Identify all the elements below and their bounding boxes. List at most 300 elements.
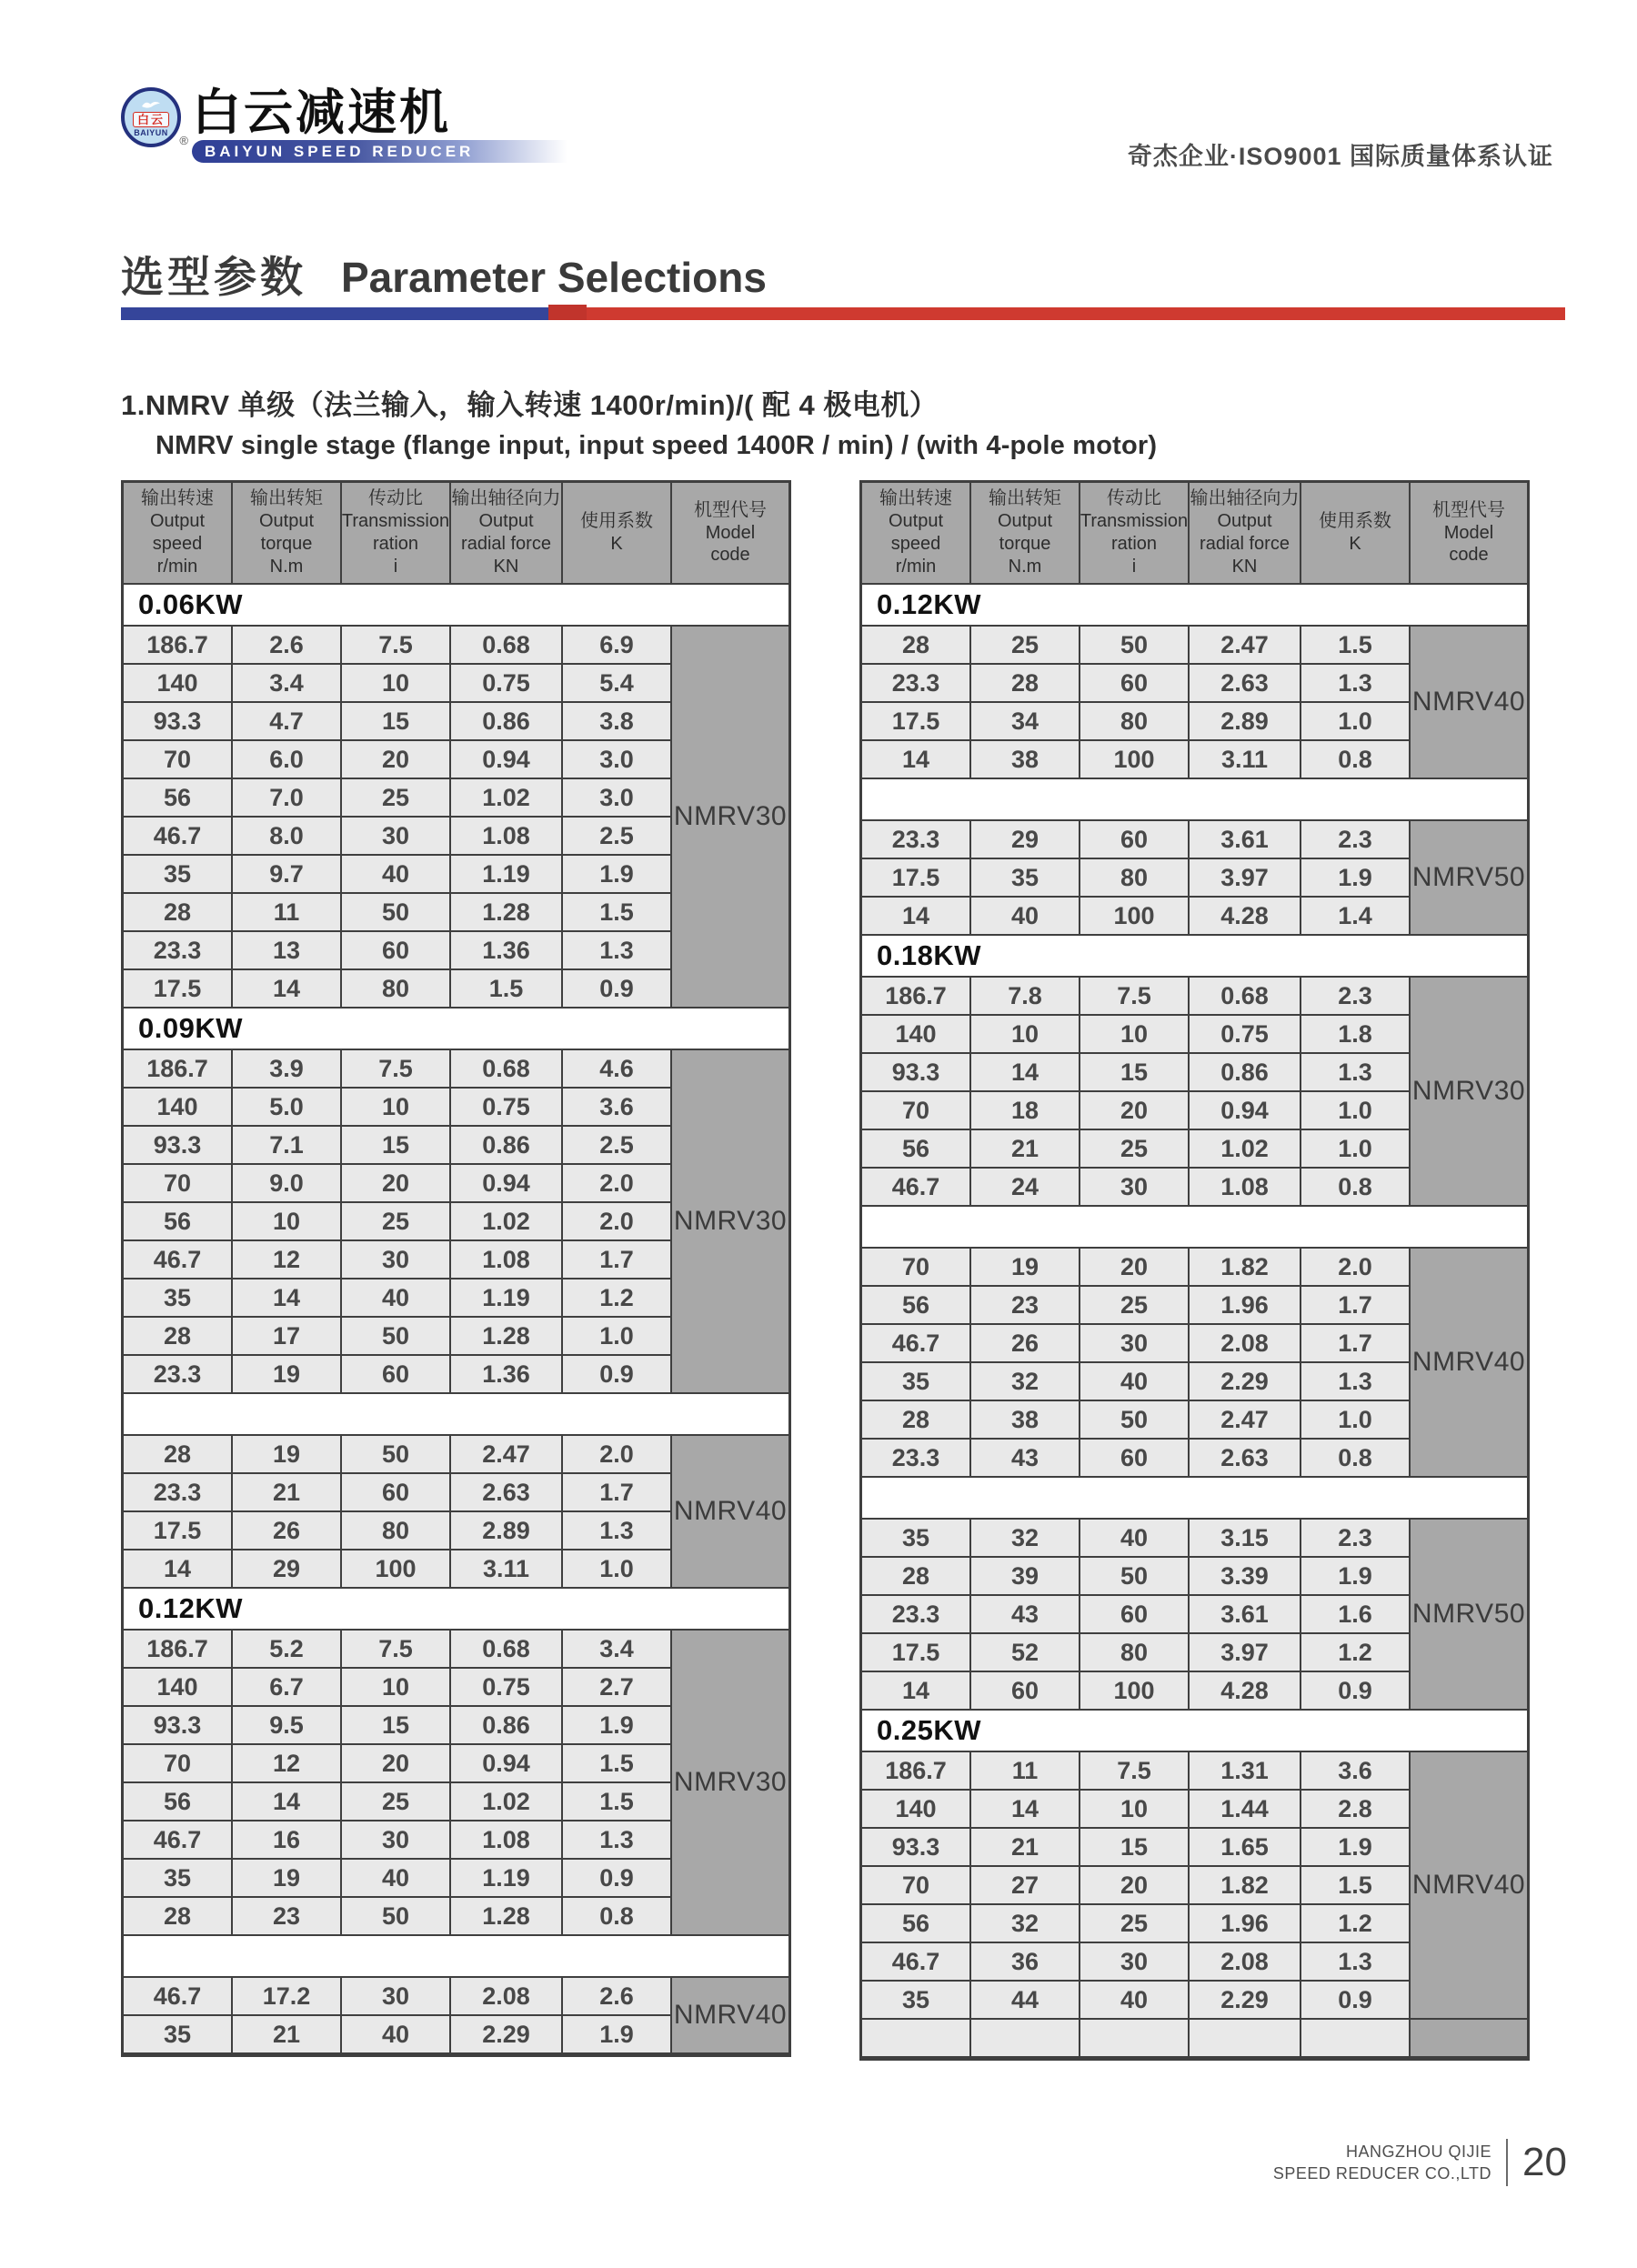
data-cell: 1.08 — [451, 1241, 563, 1280]
data-cell: 14 — [862, 741, 971, 779]
footer-divider — [1506, 2139, 1508, 2186]
model-code-cell — [1411, 2020, 1527, 2058]
data-cell: 93.3 — [862, 1054, 971, 1092]
data-cell: 2.5 — [563, 818, 672, 856]
model-code-cell: NMRV40 — [1411, 1249, 1527, 1478]
data-cell: 1.28 — [451, 1898, 563, 1936]
data-cell: 3.97 — [1190, 859, 1301, 898]
data-cell: 3.39 — [1190, 1558, 1301, 1596]
data-cell: 2.3 — [1301, 821, 1411, 859]
data-cell: 30 — [1080, 1169, 1190, 1207]
data-cell: 70 — [862, 1092, 971, 1130]
certification-text: 奇杰企业·ISO9001 国际质量体系认证 — [1127, 143, 1553, 170]
data-cell: 28 — [971, 665, 1080, 703]
data-cell: 23.3 — [862, 821, 971, 859]
data-cell: 0.94 — [451, 1165, 563, 1203]
data-cell: 15 — [1080, 1829, 1190, 1867]
data-cell: 28 — [862, 1401, 971, 1440]
data-cell: 0.75 — [451, 1669, 563, 1707]
logo-badge-zh: 白云 — [133, 112, 169, 127]
data-cell: 2.63 — [451, 1474, 563, 1512]
data-cell: 3.4 — [563, 1631, 672, 1669]
data-cell: 29 — [971, 821, 1080, 859]
data-cell — [1301, 2020, 1411, 2058]
title-underline-red — [548, 307, 1565, 320]
data-cell: 19 — [233, 1860, 342, 1898]
data-cell: 5.4 — [563, 665, 672, 703]
data-cell: 46.7 — [124, 818, 233, 856]
table-header-row — [862, 483, 1527, 585]
data-cell: 6.0 — [233, 741, 342, 779]
data-cell: 44 — [971, 1982, 1080, 2020]
data-cell: 50 — [1080, 627, 1190, 665]
data-cell: 1.9 — [1301, 859, 1411, 898]
data-cell: 0.8 — [563, 1898, 672, 1936]
data-cell: 25 — [342, 1783, 451, 1821]
data-cell: 2.89 — [451, 1512, 563, 1550]
data-cell: 1.2 — [563, 1280, 672, 1318]
data-cell: 0.8 — [1301, 1169, 1411, 1207]
data-cell: 3.6 — [1301, 1752, 1411, 1791]
power-band: 0.12KW — [124, 1589, 788, 1631]
data-cell: 14 — [971, 1054, 1080, 1092]
data-cell: 1.82 — [1190, 1249, 1301, 1287]
data-cell: 1.0 — [1301, 703, 1411, 741]
data-cell: 1.3 — [1301, 1054, 1411, 1092]
data-cell: 28 — [124, 894, 233, 932]
data-block — [862, 1249, 1527, 1478]
data-cell: 100 — [1080, 898, 1190, 936]
column-header: 使用系数 K — [563, 483, 672, 585]
column-header: 输出转矩 Output torque N.m — [971, 483, 1080, 585]
data-cell — [971, 2020, 1080, 2058]
data-cell: 1.7 — [1301, 1325, 1411, 1363]
data-cell: 40 — [342, 856, 451, 894]
data-block — [862, 1752, 1527, 2020]
model-code-cell: NMRV40 — [1411, 1752, 1527, 2020]
data-cell: 14 — [233, 1280, 342, 1318]
logo-name-zh: 白云减速机 — [192, 85, 451, 140]
section-heading-zh: 1.NMRV 单级（法兰输入，输入转速 1400r/min)/( 配 4 极电机） — [121, 389, 939, 421]
data-cell: 3.9 — [233, 1050, 342, 1089]
data-cell: 7.5 — [342, 1631, 451, 1669]
data-cell: 1.19 — [451, 1860, 563, 1898]
footer-company — [1273, 2141, 1491, 2185]
data-cell: 1.02 — [451, 1203, 563, 1241]
data-cell: 3.0 — [563, 779, 672, 818]
data-cell: 0.86 — [451, 703, 563, 741]
data-cell: 0.94 — [451, 1745, 563, 1783]
data-cell: 2.89 — [1190, 703, 1301, 741]
data-cell — [862, 2020, 971, 2058]
data-cell: 60 — [1080, 1440, 1190, 1478]
data-cell: 1.8 — [1301, 1016, 1411, 1054]
data-cell: 21 — [233, 1474, 342, 1512]
model-code-cell: NMRV40 — [1411, 627, 1527, 779]
data-cell: 52 — [971, 1634, 1080, 1672]
data-block — [124, 1436, 788, 1589]
data-cell: 21 — [971, 1130, 1080, 1169]
data-cell: 30 — [342, 1241, 451, 1280]
column-header: 输出轴径向力 Output radial force KN — [451, 483, 563, 585]
data-cell: 1.6 — [1301, 1596, 1411, 1634]
data-cell: 10 — [1080, 1016, 1190, 1054]
data-cell: 12 — [233, 1241, 342, 1280]
data-cell: 46.7 — [124, 1978, 233, 2016]
parameter-table-left — [121, 480, 791, 2057]
data-cell: 70 — [862, 1249, 971, 1287]
data-cell: 60 — [1080, 1596, 1190, 1634]
data-cell: 43 — [971, 1440, 1080, 1478]
data-cell: 46.7 — [862, 1325, 971, 1363]
data-cell: 9.7 — [233, 856, 342, 894]
data-cell: 30 — [342, 1821, 451, 1860]
data-cell: 1.5 — [563, 1783, 672, 1821]
data-cell: 0.68 — [451, 1050, 563, 1089]
column-header: 机型代号 Model code — [672, 483, 788, 585]
column-header: 输出转矩 Output torque N.m — [233, 483, 342, 585]
data-cell: 2.29 — [451, 2016, 563, 2054]
data-cell: 20 — [342, 1745, 451, 1783]
power-band: 0.09KW — [124, 1009, 788, 1050]
data-cell: 23.3 — [124, 932, 233, 970]
data-cell: 93.3 — [862, 1829, 971, 1867]
power-band: 0.12KW — [862, 585, 1527, 627]
data-cell: 14 — [862, 1672, 971, 1711]
data-cell: 1.3 — [563, 1512, 672, 1550]
data-cell: 3.11 — [451, 1550, 563, 1589]
model-code-cell: NMRV30 — [672, 1631, 788, 1936]
data-cell: 50 — [342, 894, 451, 932]
data-cell: 1.44 — [1190, 1791, 1301, 1829]
data-cell: 80 — [1080, 703, 1190, 741]
data-cell: 1.96 — [1190, 1287, 1301, 1325]
data-cell: 25 — [1080, 1905, 1190, 1943]
data-cell: 1.0 — [1301, 1130, 1411, 1169]
data-cell: 2.8 — [1301, 1791, 1411, 1829]
data-cell: 11 — [971, 1752, 1080, 1791]
data-cell: 17.5 — [862, 703, 971, 741]
data-cell: 186.7 — [862, 978, 971, 1016]
data-cell: 40 — [1080, 1982, 1190, 2020]
data-cell: 1.02 — [451, 1783, 563, 1821]
page-title-zh: 选型参数 — [121, 253, 306, 301]
data-cell: 23.3 — [862, 1440, 971, 1478]
data-cell: 60 — [342, 1356, 451, 1394]
column-header: 传动比 Transmission ration i — [1080, 483, 1190, 585]
data-cell: 80 — [1080, 1634, 1190, 1672]
data-cell: 2.0 — [563, 1165, 672, 1203]
data-block — [124, 1978, 788, 2054]
data-cell: 40 — [342, 1860, 451, 1898]
data-cell: 14 — [862, 898, 971, 936]
data-cell: 17 — [233, 1318, 342, 1356]
data-block — [124, 1631, 788, 1936]
data-cell: 20 — [1080, 1867, 1190, 1905]
data-cell: 2.47 — [1190, 627, 1301, 665]
data-cell: 26 — [971, 1325, 1080, 1363]
data-cell: 50 — [342, 1436, 451, 1474]
power-band: 0.18KW — [862, 936, 1527, 978]
page-title-en: Parameter Selections — [341, 254, 767, 301]
data-cell: 14 — [124, 1550, 233, 1589]
data-cell: 1.08 — [1190, 1169, 1301, 1207]
data-cell: 24 — [971, 1169, 1080, 1207]
column-header: 传动比 Transmission ration i — [342, 483, 451, 585]
data-cell: 35 — [124, 1860, 233, 1898]
data-cell: 3.15 — [1190, 1520, 1301, 1558]
data-cell: 0.86 — [1190, 1054, 1301, 1092]
data-cell: 140 — [862, 1016, 971, 1054]
data-cell: 30 — [342, 1978, 451, 2016]
data-cell: 0.94 — [451, 741, 563, 779]
data-cell: 1.9 — [1301, 1558, 1411, 1596]
data-cell: 40 — [342, 2016, 451, 2054]
data-cell: 35 — [124, 856, 233, 894]
data-cell: 43 — [971, 1596, 1080, 1634]
data-cell: 4.28 — [1190, 1672, 1301, 1711]
data-cell: 19 — [971, 1249, 1080, 1287]
data-cell: 7.8 — [971, 978, 1080, 1016]
data-cell: 32 — [971, 1905, 1080, 1943]
page-title — [121, 244, 767, 305]
model-code-cell: NMRV30 — [672, 627, 788, 1009]
data-cell: 50 — [1080, 1558, 1190, 1596]
data-cell: 1.9 — [563, 1707, 672, 1745]
title-underline-bar — [121, 307, 1565, 320]
data-cell — [1190, 2020, 1301, 2058]
data-cell: 17.2 — [233, 1978, 342, 2016]
data-cell: 23 — [233, 1898, 342, 1936]
data-cell: 20 — [342, 741, 451, 779]
data-cell: 1.02 — [1190, 1130, 1301, 1169]
data-cell: 0.9 — [563, 1356, 672, 1394]
data-cell: 80 — [342, 1512, 451, 1550]
section-heading — [121, 382, 1157, 461]
data-cell: 70 — [124, 1165, 233, 1203]
data-cell: 1.5 — [563, 894, 672, 932]
parameter-table-right — [859, 480, 1530, 2061]
page-number: 20 — [1522, 2140, 1567, 2184]
data-cell — [1080, 2020, 1190, 2058]
title-underline-blue — [121, 307, 548, 320]
data-cell: 15 — [342, 1707, 451, 1745]
data-cell: 23.3 — [862, 1596, 971, 1634]
data-cell: 14 — [971, 1791, 1080, 1829]
data-cell: 186.7 — [124, 627, 233, 665]
data-cell: 7.5 — [1080, 1752, 1190, 1791]
data-cell: 140 — [124, 665, 233, 703]
data-cell: 35 — [971, 859, 1080, 898]
data-cell: 1.36 — [451, 1356, 563, 1394]
data-cell: 93.3 — [124, 1707, 233, 1745]
data-cell: 2.0 — [1301, 1249, 1411, 1287]
data-cell: 60 — [1080, 821, 1190, 859]
data-cell: 25 — [971, 627, 1080, 665]
data-cell: 0.75 — [1190, 1016, 1301, 1054]
data-cell: 50 — [342, 1318, 451, 1356]
data-cell: 186.7 — [124, 1631, 233, 1669]
data-cell: 0.86 — [451, 1127, 563, 1165]
data-cell: 2.0 — [563, 1436, 672, 1474]
data-cell: 1.3 — [563, 932, 672, 970]
data-cell: 17.5 — [124, 970, 233, 1009]
data-cell: 40 — [1080, 1520, 1190, 1558]
data-cell: 17.5 — [862, 1634, 971, 1672]
data-cell: 46.7 — [862, 1169, 971, 1207]
data-cell: 9.0 — [233, 1165, 342, 1203]
data-cell: 0.68 — [451, 627, 563, 665]
data-cell: 10 — [233, 1203, 342, 1241]
model-code-cell: NMRV30 — [1411, 978, 1527, 1207]
data-cell: 11 — [233, 894, 342, 932]
data-cell: 50 — [1080, 1401, 1190, 1440]
title-underline-red-notch — [548, 305, 587, 320]
data-cell: 46.7 — [124, 1241, 233, 1280]
data-cell: 26 — [233, 1512, 342, 1550]
data-block — [124, 627, 788, 1009]
data-cell: 1.31 — [1190, 1752, 1301, 1791]
data-cell: 36 — [971, 1943, 1080, 1982]
data-cell: 1.02 — [451, 779, 563, 818]
data-cell: 56 — [124, 1783, 233, 1821]
data-cell: 35 — [862, 1520, 971, 1558]
data-cell: 29 — [233, 1550, 342, 1589]
data-cell: 3.8 — [563, 703, 672, 741]
data-cell: 30 — [1080, 1325, 1190, 1363]
data-cell: 28 — [124, 1436, 233, 1474]
data-cell: 28 — [124, 1898, 233, 1936]
data-cell: 56 — [124, 1203, 233, 1241]
data-cell: 70 — [124, 1745, 233, 1783]
data-cell: 13 — [233, 932, 342, 970]
data-cell: 2.08 — [451, 1978, 563, 2016]
data-cell: 100 — [1080, 741, 1190, 779]
data-cell: 25 — [342, 779, 451, 818]
data-cell: 17.5 — [124, 1512, 233, 1550]
logo-badge-en: BAIYUN — [134, 128, 168, 137]
data-cell: 32 — [971, 1363, 1080, 1401]
data-block — [862, 1520, 1527, 1711]
data-cell: 70 — [124, 741, 233, 779]
data-cell: 10 — [1080, 1791, 1190, 1829]
data-cell: 20 — [342, 1165, 451, 1203]
data-cell: 7.5 — [342, 1050, 451, 1089]
data-cell: 0.86 — [451, 1707, 563, 1745]
data-cell: 0.8 — [1301, 1440, 1411, 1478]
data-cell: 10 — [342, 1089, 451, 1127]
data-cell: 3.0 — [563, 741, 672, 779]
power-band: 0.06KW — [124, 585, 788, 627]
power-band: 0.25KW — [862, 1711, 1527, 1752]
data-cell: 4.6 — [563, 1050, 672, 1089]
data-cell: 1.0 — [563, 1550, 672, 1589]
data-cell: 0.9 — [563, 1860, 672, 1898]
data-cell: 1.9 — [1301, 1829, 1411, 1867]
column-header: 输出轴径向力 Output radial force KN — [1190, 483, 1301, 585]
data-cell: 1.2 — [1301, 1634, 1411, 1672]
footer-company-line2: SPEED REDUCER CO.,LTD — [1272, 2164, 1492, 2183]
data-cell: 16 — [233, 1821, 342, 1860]
data-cell: 20 — [1080, 1092, 1190, 1130]
data-cell: 5.0 — [233, 1089, 342, 1127]
data-cell: 14 — [233, 1783, 342, 1821]
spacer-row — [862, 779, 1527, 821]
data-cell: 8.0 — [233, 818, 342, 856]
data-cell: 38 — [971, 741, 1080, 779]
model-code-cell: NMRV50 — [1411, 821, 1527, 936]
data-cell: 7.5 — [1080, 978, 1190, 1016]
data-cell: 28 — [862, 1558, 971, 1596]
data-cell: 46.7 — [862, 1943, 971, 1982]
data-cell: 1.9 — [563, 2016, 672, 2054]
data-cell: 10 — [342, 1669, 451, 1707]
data-cell: 10 — [342, 665, 451, 703]
data-cell: 35 — [862, 1363, 971, 1401]
data-cell: 21 — [971, 1829, 1080, 1867]
data-cell: 1.5 — [451, 970, 563, 1009]
data-cell: 93.3 — [124, 703, 233, 741]
data-cell: 1.5 — [1301, 1867, 1411, 1905]
data-cell: 1.5 — [1301, 627, 1411, 665]
data-cell: 93.3 — [124, 1127, 233, 1165]
data-block — [124, 1050, 788, 1394]
data-cell: 28 — [862, 627, 971, 665]
data-cell: 25 — [1080, 1130, 1190, 1169]
data-cell: 1.08 — [451, 818, 563, 856]
data-cell: 60 — [971, 1672, 1080, 1711]
model-code-cell: NMRV50 — [1411, 1520, 1527, 1711]
data-cell: 2.6 — [563, 1978, 672, 2016]
data-cell: 10 — [971, 1016, 1080, 1054]
data-cell: 2.29 — [1190, 1363, 1301, 1401]
data-cell: 25 — [1080, 1287, 1190, 1325]
data-cell: 4.28 — [1190, 898, 1301, 936]
data-cell: 1.65 — [1190, 1829, 1301, 1867]
data-cell: 15 — [1080, 1054, 1190, 1092]
data-cell: 2.7 — [563, 1669, 672, 1707]
data-cell: 3.11 — [1190, 741, 1301, 779]
data-cell: 2.0 — [563, 1203, 672, 1241]
data-cell: 1.0 — [563, 1318, 672, 1356]
data-block — [862, 978, 1527, 1207]
data-cell: 21 — [233, 2016, 342, 2054]
data-cell: 9.5 — [233, 1707, 342, 1745]
model-code-cell: NMRV40 — [672, 1978, 788, 2054]
data-cell: 19 — [233, 1356, 342, 1394]
data-cell: 60 — [342, 932, 451, 970]
data-cell: 0.8 — [1301, 741, 1411, 779]
data-cell: 3.4 — [233, 665, 342, 703]
data-cell: 1.4 — [1301, 898, 1411, 936]
data-cell: 40 — [971, 898, 1080, 936]
data-cell: 14 — [233, 970, 342, 1009]
data-cell: 3.61 — [1190, 1596, 1301, 1634]
data-cell: 2.3 — [1301, 1520, 1411, 1558]
spacer-row — [124, 1936, 788, 1978]
data-cell: 2.47 — [451, 1436, 563, 1474]
data-cell: 7.1 — [233, 1127, 342, 1165]
data-cell: 5.2 — [233, 1631, 342, 1669]
spacer-row — [862, 1478, 1527, 1520]
data-cell: 1.9 — [563, 856, 672, 894]
spacer-row — [124, 1394, 788, 1436]
data-cell: 186.7 — [862, 1752, 971, 1791]
data-cell: 4.7 — [233, 703, 342, 741]
data-cell: 40 — [342, 1280, 451, 1318]
data-cell: 6.7 — [233, 1669, 342, 1707]
data-cell: 1.7 — [1301, 1287, 1411, 1325]
